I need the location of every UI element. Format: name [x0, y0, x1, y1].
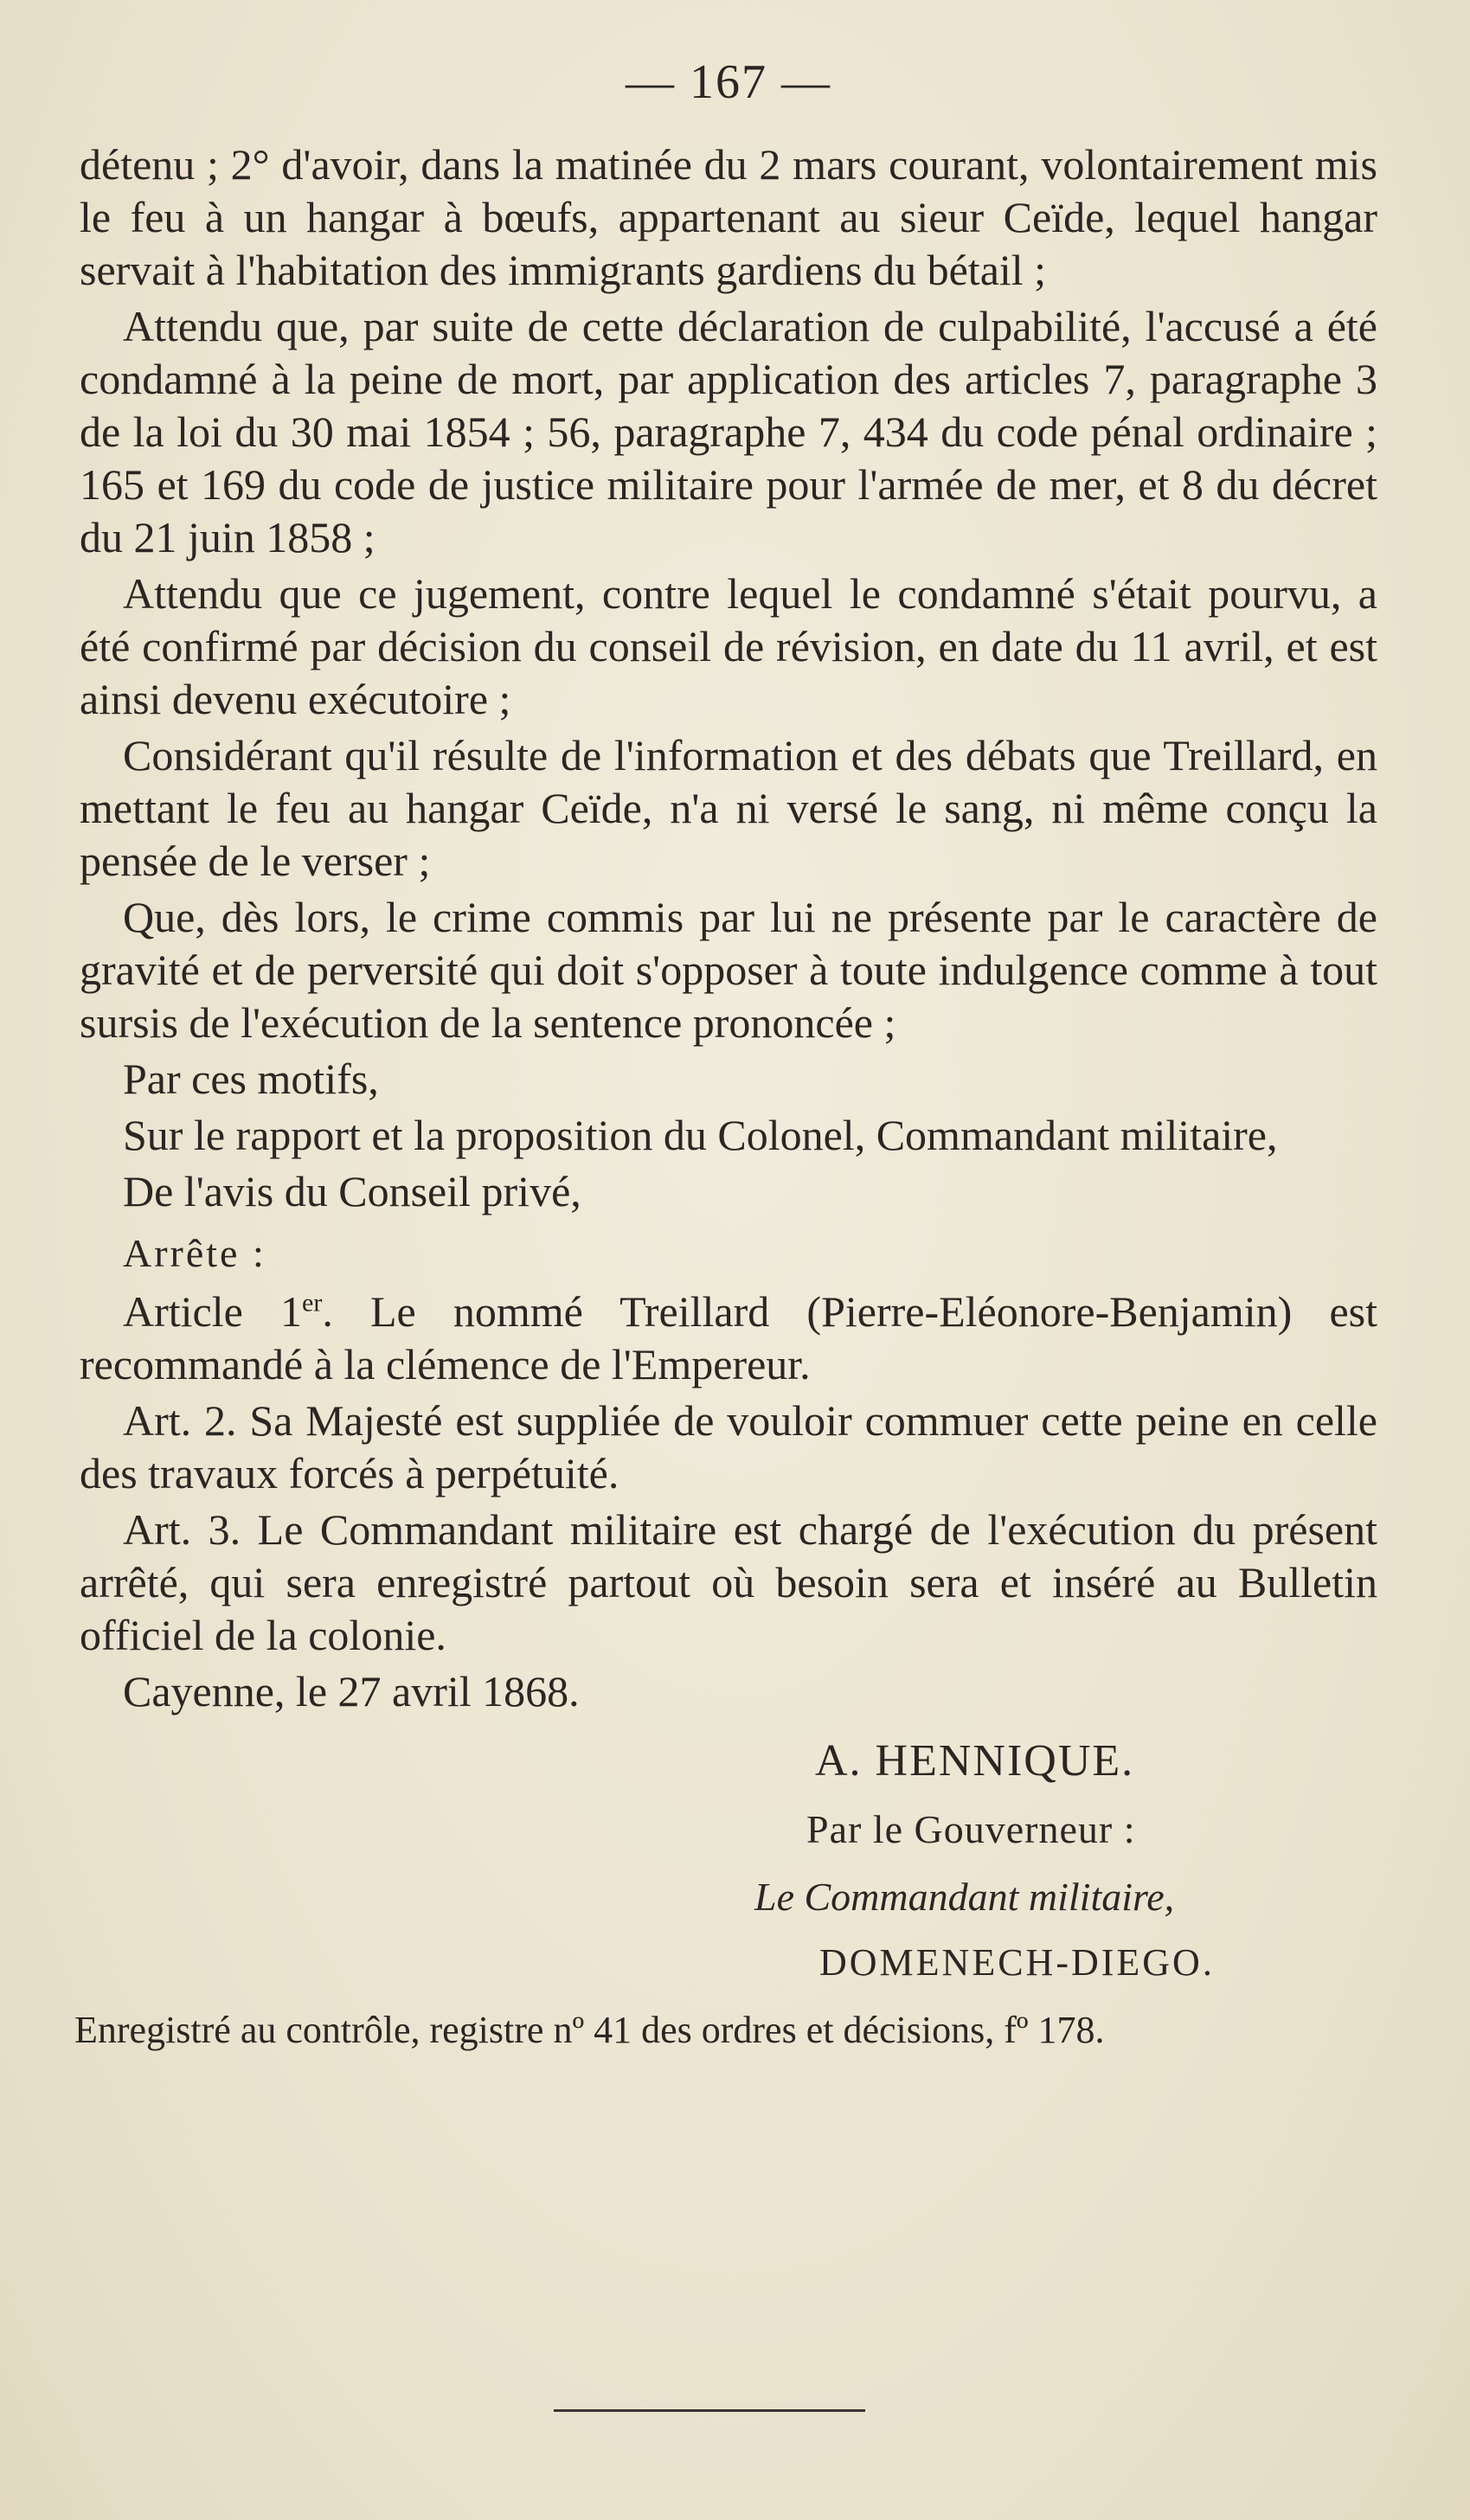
article-1	[80, 1286, 1377, 1391]
article-1-prefix: Article 1	[123, 1287, 302, 1336]
date-line: Cayenne, le 27 avril 1868.	[123, 1667, 580, 1715]
signature-officer: DOMENECH-DIEGO.	[819, 1941, 1215, 1984]
paragraph-par-ces-motifs: Par ces motifs,	[123, 1055, 379, 1103]
signature-title: Le Commandant militaire,	[754, 1875, 1175, 1919]
article-2	[80, 1395, 1377, 1500]
paragraph-sur-le-rapport: Sur le rapport et la proposition du Colonel, Commandant militaire,	[123, 1111, 1278, 1159]
arrete-heading: Arrête :	[123, 1231, 266, 1275]
article-2-prefix: Art. 2.	[123, 1396, 237, 1445]
paragraph-que-des-lors: Que, dès lors, le crime commis par lui ne présente par le caractère de gravité et de perversité qui doit s'opposer à toute indulgence comme à tout sursis de l'exécution de la sentence prononcée ;	[80, 893, 1377, 1047]
article-3-text: Le Commandant militaire est chargé de l'exécution du présent arrêté, qui sera enregistré partout où besoin sera et inséré au Bulletin officiel de la colonie.	[80, 1505, 1378, 1659]
paragraph-detenu: détenu ; 2° d'avoir, dans la matinée du 2 mars courant, volontairement mis le feu à un hangar à bœufs, appartenant au sieur Ceïde, lequel hangar servait à l'habitation des immigrants gardiens du bétail ;	[80, 140, 1377, 294]
article-1-sup: er	[302, 1288, 323, 1318]
signature-par: Par le Gouverneur :	[806, 1807, 1136, 1851]
paragraph-considerant: Considérant qu'il résulte de l'information et des débats que Treillard, en mettant le feu au hangar Ceïde, n'a ni versé le sang, ni même conçu la pensée de le verser ;	[80, 731, 1377, 885]
page-number: — 167 —	[626, 55, 831, 109]
closing-rule	[554, 2409, 865, 2412]
paragraph-de-l-avis: De l'avis du Conseil privé,	[123, 1167, 581, 1215]
page-text	[74, 52, 1378, 2061]
article-3	[80, 1504, 1377, 1662]
paragraph-attendu-condamnation: Attendu que, par suite de cette déclaration de culpabilité, l'accusé a été condamné à la peine de mort, par application des articles 7, paragraphe 3 de la loi du 30 mai 1854 ; 56, paragraphe 7, 434 du code pénal ordinaire ; 165 et 169 du code de justice militaire pour l'armée de mer, et 8 du décret du 21 juin 1858 ;	[80, 302, 1377, 561]
signature-block	[80, 1727, 1377, 1995]
signature-name: A. HENNIQUE.	[815, 1736, 1135, 1786]
article-3-prefix: Art. 3.	[123, 1505, 241, 1554]
registration-note: Enregistré au contrôle, registre nº 41 des ordres et décisions, fº 178.	[74, 2009, 1105, 2051]
article-1-text: . Le nommé Treillard (Pierre-Eléonore-Benjamin) est recommandé à la clémence de l'Empereur.	[80, 1287, 1378, 1388]
article-2-text: Sa Majesté est suppliée de vouloir commuer cette peine en celle des travaux forcés à perpétuité.	[80, 1396, 1378, 1497]
paragraph-attendu-jugement: Attendu que ce jugement, contre lequel le condamné s'était pourvu, a été confirmé par décision du conseil de révision, en date du 11 avril, et est ainsi devenu exécutoire ;	[80, 569, 1377, 723]
